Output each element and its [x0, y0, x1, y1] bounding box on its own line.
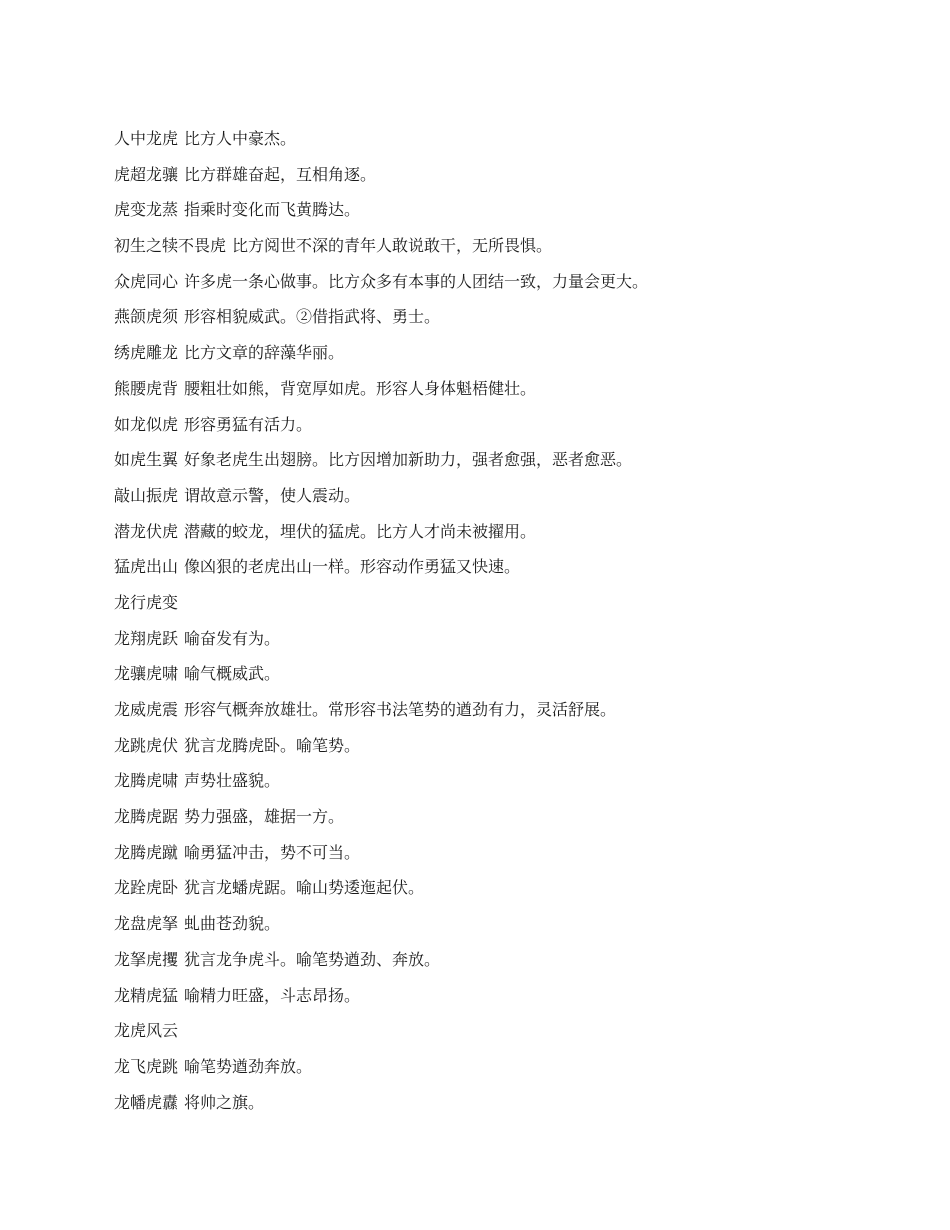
- idiom-term: 人中龙虎: [114, 129, 179, 148]
- idiom-definition: 势力强盛，雄据一方。: [184, 807, 345, 827]
- idiom-definition: 许多虎一条心做事。比方众多有本事的人团结一致，力量会更大。: [184, 271, 649, 291]
- idiom-definition: 喻精力旺盛，斗志昂扬。: [184, 985, 361, 1005]
- idiom-entry: [114, 763, 914, 799]
- idiom-definition: 犹言龙蟠虎踞。喻山势逶迤起伏。: [184, 878, 425, 898]
- idiom-definition: 比方人中豪杰。: [184, 129, 297, 148]
- idiom-definition: 形容相貌威武。②借指武将、勇士。: [184, 307, 441, 327]
- idiom-term: 龙腾虎踞: [114, 807, 179, 827]
- idiom-term: 敲山振虎: [114, 485, 179, 505]
- idiom-term: 龙骧虎啸: [114, 664, 179, 684]
- idiom-term: 龙行虎变: [114, 592, 179, 612]
- idiom-definition: 犹言龙腾虎卧。喻笔势。: [184, 735, 361, 755]
- idiom-entry: [114, 1049, 914, 1085]
- idiom-term: 如虎生翼: [114, 450, 179, 470]
- idiom-entry: [114, 514, 914, 550]
- idiom-entry: [114, 192, 914, 228]
- idiom-term: 众虎同心: [114, 271, 179, 291]
- idiom-term: 熊腰虎背: [114, 378, 179, 398]
- idiom-term: 龙翔虎跃: [114, 628, 179, 648]
- idiom-entry: [114, 656, 914, 692]
- idiom-entry: [114, 228, 914, 264]
- idiom-definition: 喻奋发有为。: [184, 628, 281, 648]
- idiom-entry: [114, 442, 914, 478]
- idiom-entry: [114, 549, 914, 585]
- idiom-definition: 潜藏的蛟龙，埋伏的猛虎。比方人才尚未被擢用。: [184, 521, 537, 541]
- idiom-term: 龙幡虎纛: [114, 1092, 179, 1112]
- idiom-definition: 形容勇猛有活力。: [184, 414, 313, 434]
- idiom-entry: [114, 335, 914, 371]
- idiom-entry: [114, 371, 914, 407]
- idiom-definition: 喻气概威武。: [184, 664, 281, 684]
- idiom-definition: 指乘时变化而飞黄腾达。: [184, 200, 361, 220]
- idiom-term: 猛虎出山: [114, 557, 179, 577]
- idiom-entry: [114, 478, 914, 514]
- idiom-definition: 虬曲苍劲貌。: [184, 914, 281, 934]
- idiom-term: 虎超龙骧: [114, 164, 179, 184]
- idiom-definition: 喻勇猛冲击，势不可当。: [184, 842, 361, 862]
- idiom-term: 燕颌虎须: [114, 307, 179, 327]
- idiom-entry: [114, 621, 914, 657]
- idiom-term: 龙盘虎拏: [114, 914, 179, 934]
- idiom-entry: [114, 692, 914, 728]
- idiom-entry: [114, 585, 914, 621]
- idiom-definition: 比方阅世不深的青年人敢说敢干，无所畏惧。: [232, 236, 553, 256]
- idiom-definition: 比方群雄奋起，互相角逐。: [184, 164, 377, 184]
- idiom-entry: [114, 1013, 914, 1049]
- idiom-term: 龙腾虎蹴: [114, 842, 179, 862]
- idiom-definition: 谓故意示警，使人震动。: [184, 485, 361, 505]
- idiom-term: 初生之犊不畏虎: [114, 236, 227, 256]
- idiom-definition: 声势壮盛貌。: [184, 771, 281, 791]
- idiom-entry: [114, 157, 914, 193]
- idiom-definition: 腰粗壮如熊，背宽厚如虎。形容人身体魁梧健壮。: [184, 378, 537, 398]
- idiom-term: 虎变龙蒸: [114, 200, 179, 220]
- idiom-entry: [114, 835, 914, 871]
- idiom-term: 龙精虎猛: [114, 985, 179, 1005]
- idiom-term: 潜龙伏虎: [114, 521, 179, 541]
- idiom-definition: 犹言龙争虎斗。喻笔势遒劲、奔放。: [184, 949, 441, 969]
- idiom-definition: 比方文章的辞藻华丽。: [184, 343, 345, 363]
- idiom-definition: 喻笔势遒劲奔放。: [184, 1056, 313, 1076]
- idiom-entry: [114, 870, 914, 906]
- idiom-term: 龙飞虎跳: [114, 1056, 179, 1076]
- idiom-term: 龙虎风云: [114, 1021, 179, 1041]
- idiom-term: 龙拏虎攫: [114, 949, 179, 969]
- idiom-definition: 像凶狠的老虎出山一样。形容动作勇猛又快速。: [184, 557, 521, 577]
- idiom-entry: [114, 121, 914, 157]
- idiom-entry: [114, 264, 914, 300]
- idiom-term: 龙跧虎卧: [114, 878, 179, 898]
- idiom-entry: [114, 978, 914, 1014]
- idiom-definition: 将帅之旗。: [184, 1092, 265, 1112]
- idiom-entry: [114, 906, 914, 942]
- idiom-definition: 形容气概奔放雄壮。常形容书法笔势的遒劲有力，灵活舒展。: [184, 700, 617, 719]
- idiom-term: 龙腾虎啸: [114, 771, 179, 791]
- idiom-term: 龙跳虎伏: [114, 735, 179, 755]
- idiom-entry: [114, 1085, 914, 1121]
- idiom-entry: [114, 299, 914, 335]
- idiom-entry: [114, 407, 914, 443]
- idiom-term: 如龙似虎: [114, 414, 179, 434]
- idiom-definition: 好象老虎生出翅膀。比方因增加新助力，强者愈强，恶者愈恶。: [184, 450, 633, 470]
- idiom-entry: [114, 942, 914, 978]
- idiom-term: 龙威虎震: [114, 700, 179, 719]
- idiom-entry: [114, 728, 914, 764]
- idiom-entry: [114, 799, 914, 835]
- idiom-list: [114, 121, 914, 1120]
- idiom-term: 绣虎雕龙: [114, 343, 179, 363]
